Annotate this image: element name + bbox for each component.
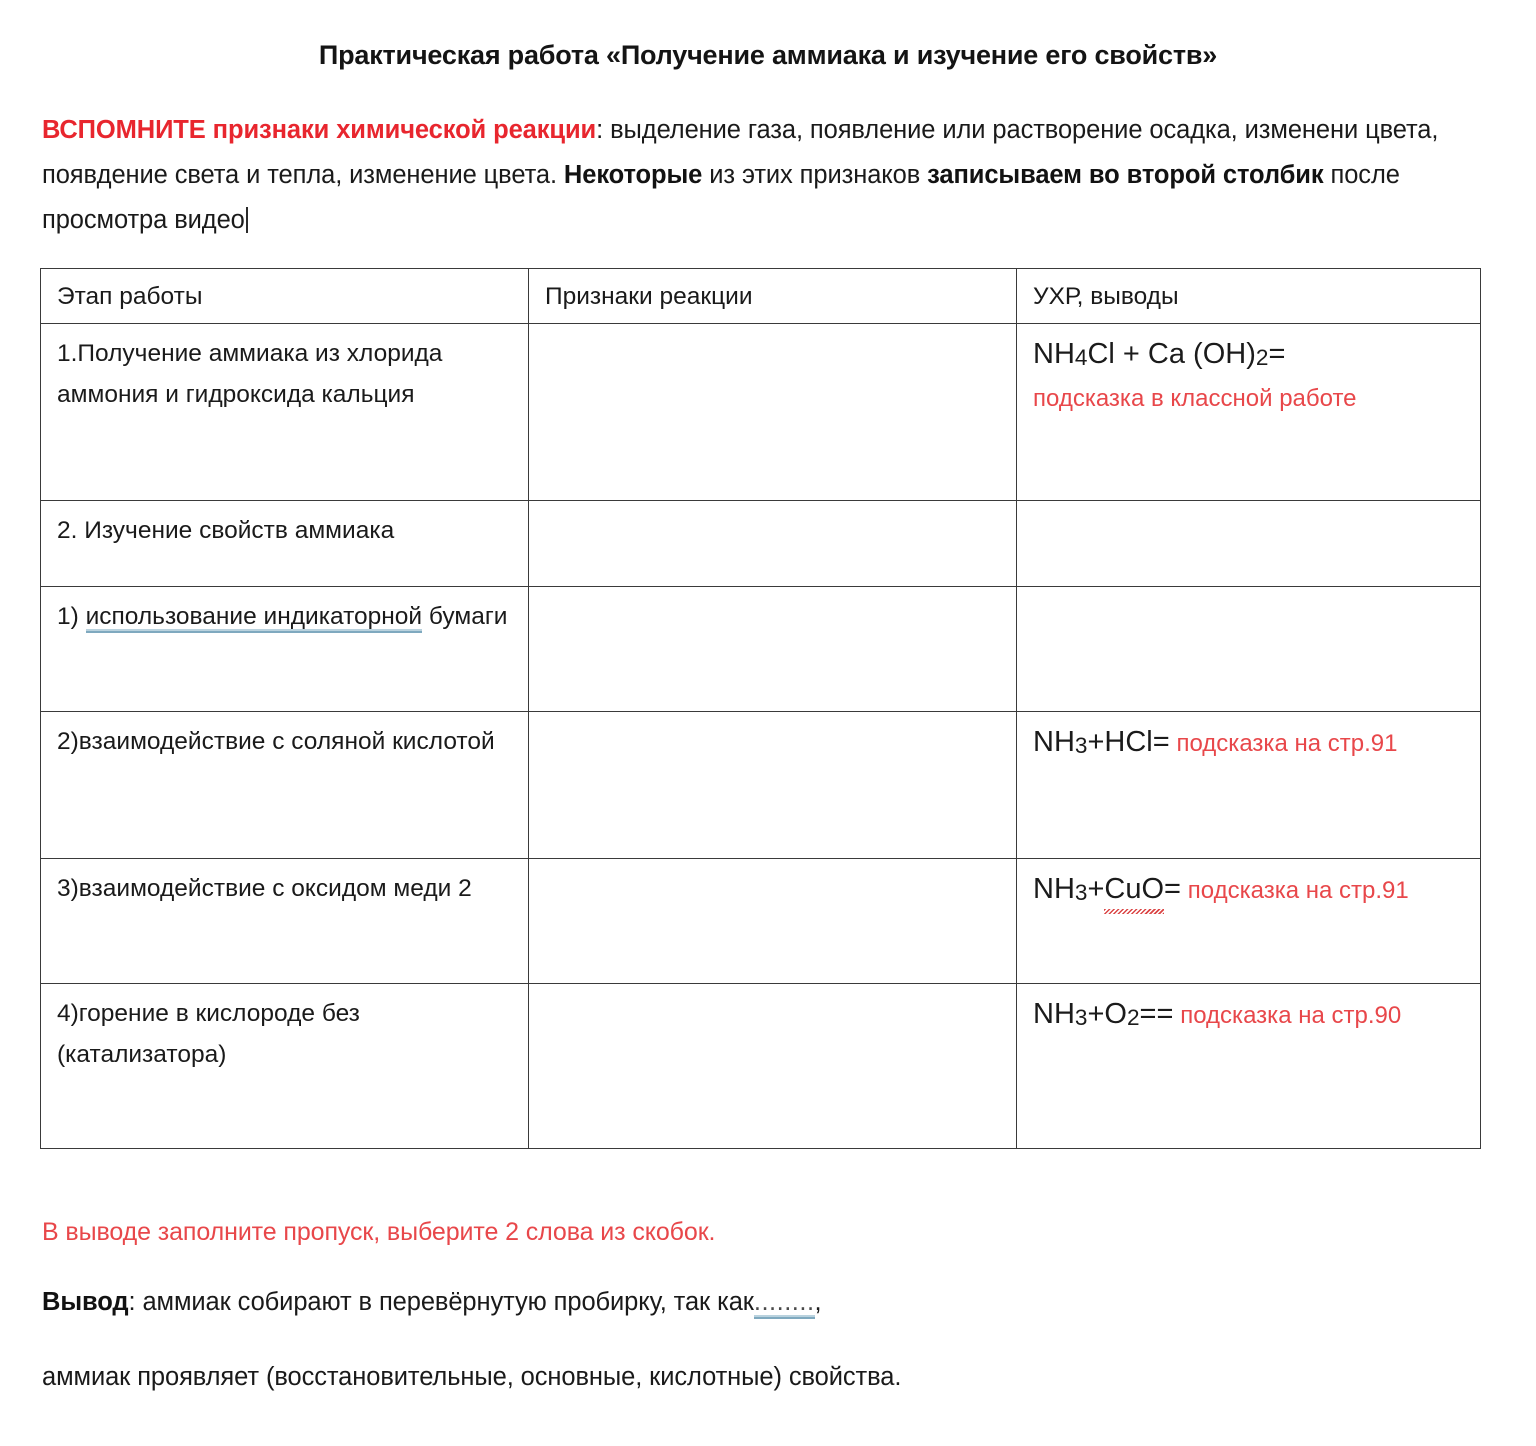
intro-bold-some: Некоторые	[563, 161, 703, 189]
intro-paragraph	[42, 108, 1442, 243]
conclusion-instruction: В выводе заполните пропуск, выберите 2 слова из скобок.	[42, 1218, 716, 1246]
intro-tail: после просмотра видео	[42, 161, 1400, 234]
conclusion-line-1-tail: ,	[814, 1288, 822, 1316]
formula-1: $NH_4Cl + Ca$ $(OH)_2=$	[1033, 338, 1286, 370]
conclusion-blank-field[interactable]: ........	[754, 1288, 815, 1319]
table-row	[41, 587, 1481, 712]
cell-stage-2: 2. Изучение свойств аммиака	[41, 501, 529, 587]
cell-ukr-4[interactable]	[1017, 712, 1481, 859]
cell-ukr-6[interactable]	[1017, 984, 1481, 1149]
conclusion-line-2: аммиак проявляет (восстановительные, основные, кислотные) свойства.	[42, 1363, 902, 1391]
cell-stage-6: 4)горение в кислороде без (катализатора)	[41, 984, 529, 1149]
conclusion-line-1	[42, 1288, 822, 1317]
cell-signs-1[interactable]	[529, 324, 1017, 501]
formula-4: $NH_3+HCl=$	[1033, 726, 1170, 758]
hint-text-5: подсказка на стр.91	[1187, 877, 1409, 904]
cell-stage-4: 2)взаимодействие с соляной кислотой	[41, 712, 529, 859]
cell-stage-5: 3)взаимодействие с оксидом меди 2	[41, 859, 529, 984]
conclusion-line-1-text: : аммиак собирают в перевёрнутую пробирку, так как	[128, 1288, 754, 1316]
cell-ukr-2[interactable]	[1017, 501, 1481, 587]
intro-after-lead: : выделение газа, появление или растворение осадка, изменени цвета, появдение света и тепла, изменение цвета.	[42, 116, 1439, 189]
cell-signs-5[interactable]	[529, 859, 1017, 984]
cell-signs-4[interactable]	[529, 712, 1017, 859]
column-header-signs: Признаки реакции	[529, 269, 1017, 324]
cell-stage-1: 1.Получение аммиака из хлорида аммония и гидроксида кальция	[41, 324, 529, 501]
hint-text-1: подсказка в классной работе	[1033, 385, 1357, 412]
table-row	[41, 324, 1481, 501]
table-row	[41, 501, 1481, 587]
table-row	[41, 859, 1481, 984]
intro-mid: из этих признаков	[702, 161, 928, 189]
column-header-stage: Этап работы	[41, 269, 529, 324]
page-title: Практическая работа «Получение аммиака и изучение его свойств»	[318, 40, 1218, 70]
conclusion-label: Вывод	[42, 1288, 129, 1316]
stage-3-number: 1)	[57, 603, 86, 630]
cell-ukr-3[interactable]	[1017, 587, 1481, 712]
table-row	[41, 984, 1481, 1149]
stage-3-rest: бумаги	[422, 603, 508, 630]
formula-5: $NH_3+CuO=$	[1033, 873, 1181, 905]
text-cursor-caret	[246, 207, 248, 233]
cell-ukr-1[interactable]	[1017, 324, 1481, 501]
table-header-row	[41, 269, 1481, 324]
hint-text-4: подсказка на стр.91	[1176, 730, 1398, 757]
hint-text-6: подсказка на стр.90	[1180, 1002, 1402, 1029]
cell-signs-2[interactable]	[529, 501, 1017, 587]
formula-5-spellcheck-word: CuO	[1104, 868, 1164, 910]
cell-signs-3[interactable]	[529, 587, 1017, 712]
intro-lead-red: ВСПОМНИТЕ признаки химической реакции	[42, 116, 597, 144]
cell-signs-6[interactable]	[529, 984, 1017, 1149]
cell-stage-3	[41, 587, 529, 712]
lab-work-table	[40, 268, 1481, 1149]
formula-6: $NH_3+O_2==$	[1033, 998, 1174, 1030]
intro-bold-write: записываем во второй столбик	[927, 161, 1324, 189]
table-row	[41, 712, 1481, 859]
column-header-ukr: УХР, выводы	[1017, 269, 1481, 324]
cell-ukr-5[interactable]	[1017, 859, 1481, 984]
stage-3-spellcheck-text: использование индикаторной	[86, 603, 423, 633]
